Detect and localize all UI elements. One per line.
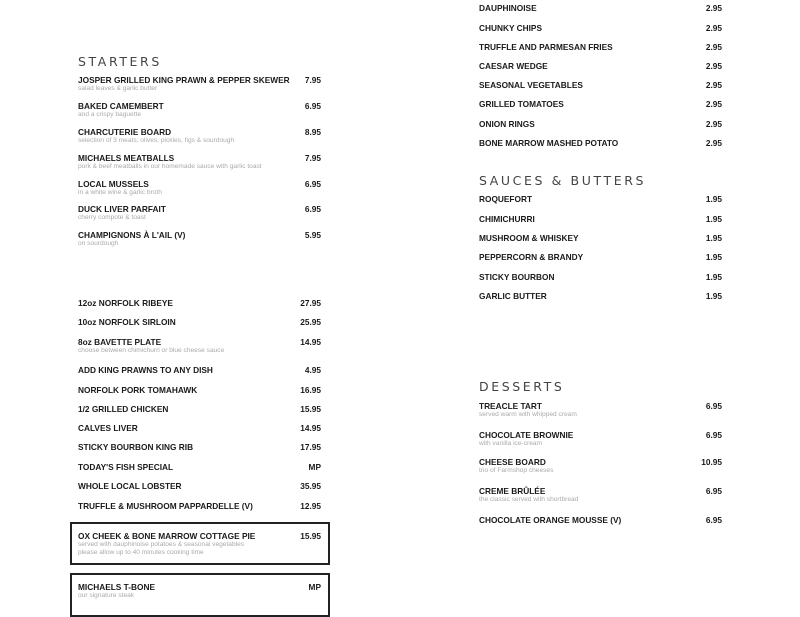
item-price: 6.95 [705,486,722,496]
item-name: 10oz NORFOLK SIRLOIN [78,317,176,327]
menu-item [78,127,321,145]
item-description: in a white wine & garlic broth [78,189,162,196]
menu-item [78,365,321,375]
menu-item [78,501,321,511]
menu-item [78,179,321,197]
item-price: 27.95 [300,298,321,308]
menu-item [479,23,722,33]
item-price: 7.95 [304,153,321,163]
item-price: 2.95 [705,3,722,13]
menu-item [479,457,722,475]
item-price: 1.95 [705,291,722,301]
item-name: DAUPHINOISE [479,3,537,13]
item-note: please allow up to 40 minutes cooking time [78,549,204,556]
item-price: 7.95 [304,75,321,85]
item-price: 2.95 [705,23,722,33]
item-name: CHOCOLATE ORANGE MOUSSE (V) [479,515,622,525]
item-price: 1.95 [705,233,722,243]
item-description: cherry compote & toast [78,214,146,221]
item-price: 6.95 [705,430,722,440]
item-name: TREACLE TART [479,401,542,411]
item-price: 35.95 [300,481,321,491]
item-description: salad leaves & garlic butter [78,85,158,92]
menu-item [479,61,722,71]
item-price: 1.95 [705,214,722,224]
menu-item [78,531,321,557]
item-description: selection of 3 meats, olives, pickles, figs & sourdough [78,137,235,144]
item-description: with vanilla ice-cream [479,440,543,447]
item-name: ADD KING PRAWNS TO ANY DISH [78,365,213,375]
menu-item [479,119,722,129]
item-price: 1.95 [705,272,722,282]
item-name: CAESAR WEDGE [479,61,548,71]
item-name: LOCAL MUSSELS [78,179,149,189]
item-name: OX CHEEK & BONE MARROW COTTAGE PIE [78,531,256,541]
item-price: 12.95 [300,501,321,511]
item-name: CHEESE BOARD [479,457,546,467]
item-price: 4.95 [304,365,321,375]
item-name: SEASONAL VEGETABLES [479,80,583,90]
menu-item [479,515,722,525]
item-description: and a crispy baguette [78,111,142,118]
item-price: 1.95 [705,252,722,262]
item-description: on sourdough [78,240,119,247]
item-description: trio of Farmshop cheeses [479,467,554,474]
item-name: ONION RINGS [479,119,535,129]
menu-item [479,252,722,262]
menu-item [78,204,321,222]
desserts-heading: DESSERTS [479,379,565,394]
item-name: GRILLED TOMATOES [479,99,564,109]
menu-item [78,101,321,119]
item-price: 6.95 [705,401,722,411]
item-price: 14.95 [300,423,321,433]
item-price: MP [308,582,321,592]
item-price: 1.95 [705,194,722,204]
menu-item [78,582,321,600]
menu-item [479,214,722,224]
item-price: 2.95 [705,99,722,109]
sauces-heading: SAUCES & BUTTERS [479,173,647,188]
menu-item [479,138,722,148]
menu-item [479,80,722,90]
item-name: TODAY'S FISH SPECIAL [78,462,174,472]
item-price: 10.95 [701,457,722,467]
item-price: 2.95 [705,61,722,71]
item-name: GARLIC BUTTER [479,291,547,301]
item-description: choose between chimichurri or blue cheese sauce [78,347,225,354]
item-price: 2.95 [705,119,722,129]
item-description: served warm with whipped cream [479,411,577,418]
menu-item [78,230,321,248]
menu-item [78,337,321,355]
item-name: 12oz NORFOLK RIBEYE [78,298,173,308]
menu-item [78,423,321,433]
item-name: CALVES LIVER [78,423,138,433]
item-price: 14.95 [300,337,321,347]
menu-item [479,291,722,301]
item-name: PEPPERCORN & BRANDY [479,252,584,262]
menu-item [78,404,321,414]
item-price: 15.95 [300,531,321,541]
menu-item [479,401,722,419]
menu-item [78,298,321,308]
item-name: JOSPER GRILLED KING PRAWN & PEPPER SKEWER [78,75,290,85]
item-price: 6.95 [304,101,321,111]
item-price: 2.95 [705,80,722,90]
item-name: STICKY BOURBON KING RIB [78,442,194,452]
item-name: 1/2 GRILLED CHICKEN [78,404,169,414]
menu-item [78,317,321,327]
item-name: NORFOLK PORK TOMAHAWK [78,385,198,395]
item-name: CHOCOLATE BROWNIE [479,430,574,440]
menu-item [479,3,722,13]
item-price: 5.95 [304,230,321,240]
item-name: WHOLE LOCAL LOBSTER [78,481,182,491]
item-name: CHARCUTERIE BOARD [78,127,172,137]
menu-item [78,153,321,171]
item-name: TRUFFLE & MUSHROOM PAPPARDELLE (V) [78,501,253,511]
item-price: 6.95 [705,515,722,525]
menu-item [479,42,722,52]
menu-item [479,430,722,448]
starters-heading: STARTERS [78,54,162,69]
item-price: 6.95 [304,204,321,214]
menu-item [78,75,321,93]
item-description: our signature steak [78,592,135,599]
item-price: 6.95 [304,179,321,189]
item-description: the classic served with shortbread [479,496,579,503]
menu-item [479,194,722,204]
item-name: MICHAELS MEATBALLS [78,153,175,163]
menu-item [78,442,321,452]
menu-item [78,481,321,491]
item-price: 8.95 [304,127,321,137]
menu-item [479,272,722,282]
item-name: MICHAELS T-BONE [78,582,155,592]
menu-item [479,486,722,504]
item-name: CHAMPIGNONS À L'AIL (V) [78,230,186,240]
item-name: TRUFFLE AND PARMESAN FRIES [479,42,613,52]
item-name: BONE MARROW MASHED POTATO [479,138,619,148]
item-name: CHIMICHURRI [479,214,535,224]
item-price: 2.95 [705,138,722,148]
item-name: ROQUEFORT [479,194,533,204]
item-name: CHUNKY CHIPS [479,23,543,33]
item-price: MP [308,462,321,472]
item-name: BAKED CAMEMBERT [78,101,164,111]
item-description: served with dauphinoise potatoes & seasonal vegetables [78,541,245,548]
item-price: 15.95 [300,404,321,414]
item-price: 25.95 [300,317,321,327]
item-name: MUSHROOM & WHISKEY [479,233,579,243]
item-name: DUCK LIVER PARFAIT [78,204,166,214]
menu-item [78,385,321,395]
item-name: 8oz BAVETTE PLATE [78,337,162,347]
menu-item [479,99,722,109]
item-price: 17.95 [300,442,321,452]
item-price: 2.95 [705,42,722,52]
item-name: CREME BRÛLÉE [479,486,546,496]
menu-item [78,462,321,472]
item-description: pork & beef meatballs in our homemade sauce with garlic toast [78,163,262,170]
item-price: 16.95 [300,385,321,395]
menu-item [479,233,722,243]
item-name: STICKY BOURBON [479,272,555,282]
